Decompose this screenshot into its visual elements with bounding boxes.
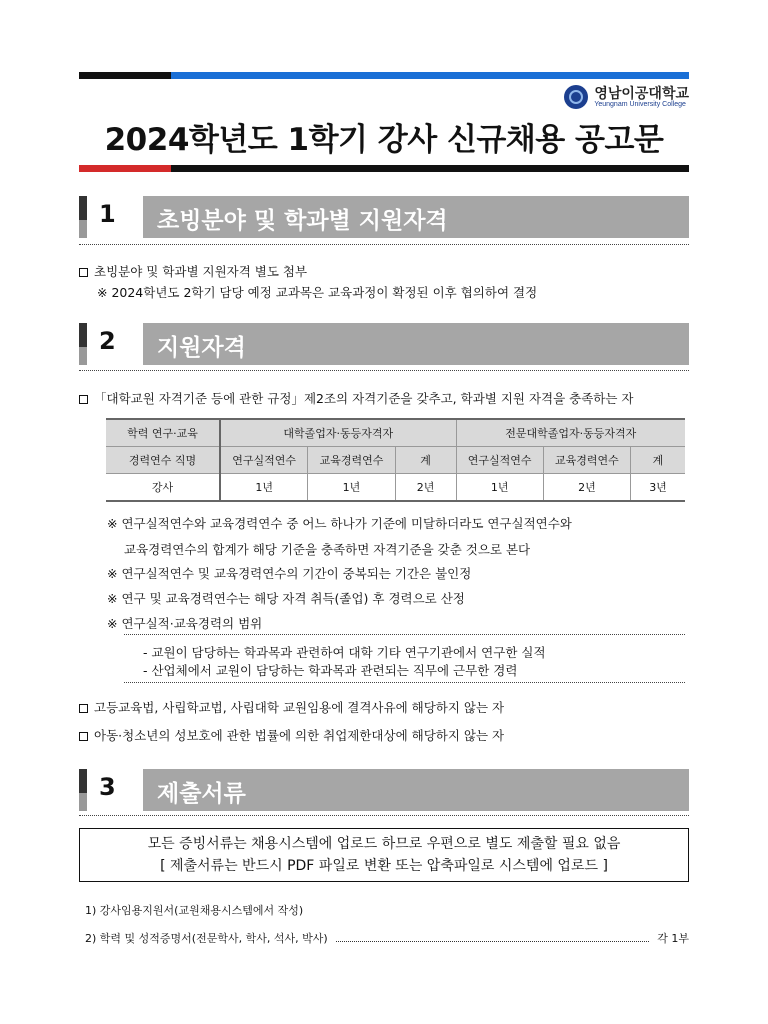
table-cell: 1년 — [220, 474, 308, 502]
divider — [124, 634, 685, 635]
section-3-header — [79, 769, 689, 811]
top-rule — [79, 72, 689, 79]
section-title: 초빙분야 및 학과별 지원자격 — [157, 208, 448, 234]
section-2-item-1: 「대학교원 자격기준 등에 관한 규정」제2조의 자격기준을 갖추고, 학과별 지원 자격을 충족하는 자 — [79, 389, 634, 407]
notice-line: 모든 증빙서류는 채용시스템에 업로드 하므로 우편으로 별도 제출할 필요 없음 — [147, 836, 621, 852]
table-group-header: 전문대학졸업자·동등자격자 — [456, 419, 685, 447]
document-item: 1) 강사임용지원서(교원채용시스템에서 작성) — [85, 904, 304, 917]
checkbox-icon — [79, 395, 88, 404]
section-title: 제출서류 — [157, 781, 246, 807]
document-item — [85, 930, 689, 946]
note-continuation: 교육경력연수의 합계가 해당 기준을 충족하면 자격기준을 갖춘 것으로 본다 — [124, 542, 531, 557]
note: ※ 연구실적연수와 교육경력연수 중 어느 하나가 기준에 미달하더라도 연구실적연수와 — [107, 516, 572, 531]
note: ※ 연구 및 교육경력연수는 해당 자격 취득(졸업) 후 경력으로 산정 — [107, 591, 465, 606]
table-corner-top: 학력 연구·교육 — [106, 419, 220, 447]
logo-subtitle: Yeungnam University College — [594, 100, 686, 108]
section-1-item: 초빙분야 및 학과별 지원자격 별도 첨부 — [79, 262, 307, 280]
section-1-note: ※ 2024학년도 2학기 담당 예정 교과목은 교육과정이 확정된 이후 협의하여 결정 — [97, 285, 538, 300]
section-2-item-2: 고등교육법, 사립학교법, 사립대학 교원임용에 결격사유에 해당하지 않는 자 — [79, 698, 504, 716]
section-2-header — [79, 323, 689, 365]
checkbox-icon — [79, 732, 88, 741]
table-col-header: 교육경력연수 — [543, 447, 630, 474]
section-2-item-3: 아동·청소년의 성보호에 관한 법률에 의한 취업제한대상에 해당하지 않는 자 — [79, 726, 504, 744]
table-corner-bottom: 경력연수 직명 — [106, 447, 220, 474]
table-col-header: 연구실적연수 — [456, 447, 543, 474]
section-number: 3 — [99, 773, 116, 801]
table-cell: 1년 — [308, 474, 395, 502]
table-cell: 2년 — [543, 474, 630, 502]
checkbox-icon — [79, 704, 88, 713]
note: ※ 연구실적·교육경력의 범위 — [107, 616, 263, 631]
checkbox-icon — [79, 268, 88, 277]
table-row — [106, 474, 685, 502]
divider — [124, 682, 685, 683]
note: ※ 연구실적연수 및 교육경력연수의 기간이 중복되는 기간은 불인정 — [107, 566, 472, 581]
page-title: 2024학년도 1학기 강사 신규채용 공고문 — [104, 122, 664, 158]
scope-item: - 산업체에서 교원이 담당하는 학과목과 관련되는 직무에 근무한 경력 — [143, 663, 518, 678]
table-col-header: 계 — [631, 447, 686, 474]
divider — [79, 244, 689, 245]
divider — [79, 815, 689, 816]
table-row-label: 강사 — [106, 474, 220, 502]
table-cell: 1년 — [456, 474, 543, 502]
document-label: 2) 학력 및 성적증명서(전문학사, 학사, 석사, 박사) — [85, 932, 328, 945]
table-col-header: 교육경력연수 — [308, 447, 395, 474]
qualification-table — [106, 418, 685, 502]
scope-item: - 교원이 담당하는 학과목과 관련하여 대학 기타 연구기관에서 연구한 실적 — [143, 645, 546, 660]
section-title: 지원자격 — [157, 335, 246, 361]
table-cell: 3년 — [631, 474, 686, 502]
logo-name: 영남이공대학교 — [594, 85, 689, 102]
divider — [79, 370, 689, 371]
notice-box — [79, 828, 689, 882]
table-col-header: 계 — [395, 447, 456, 474]
section-number: 1 — [99, 200, 116, 228]
table-col-header: 연구실적연수 — [220, 447, 308, 474]
leader-dots — [336, 941, 650, 942]
document-quantity: 각 1부 — [657, 932, 689, 945]
college-logo — [564, 85, 689, 109]
section-number: 2 — [99, 327, 116, 355]
table-group-header: 대학졸업자·동등자격자 — [220, 419, 456, 447]
college-seal-icon — [564, 85, 588, 109]
bottom-rule — [79, 165, 689, 172]
table-cell: 2년 — [395, 474, 456, 502]
section-1-header — [79, 196, 689, 238]
notice-line: [ 제출서류는 반드시 PDF 파일로 변환 또는 압축파일로 시스템에 업로드 ] — [160, 858, 608, 874]
